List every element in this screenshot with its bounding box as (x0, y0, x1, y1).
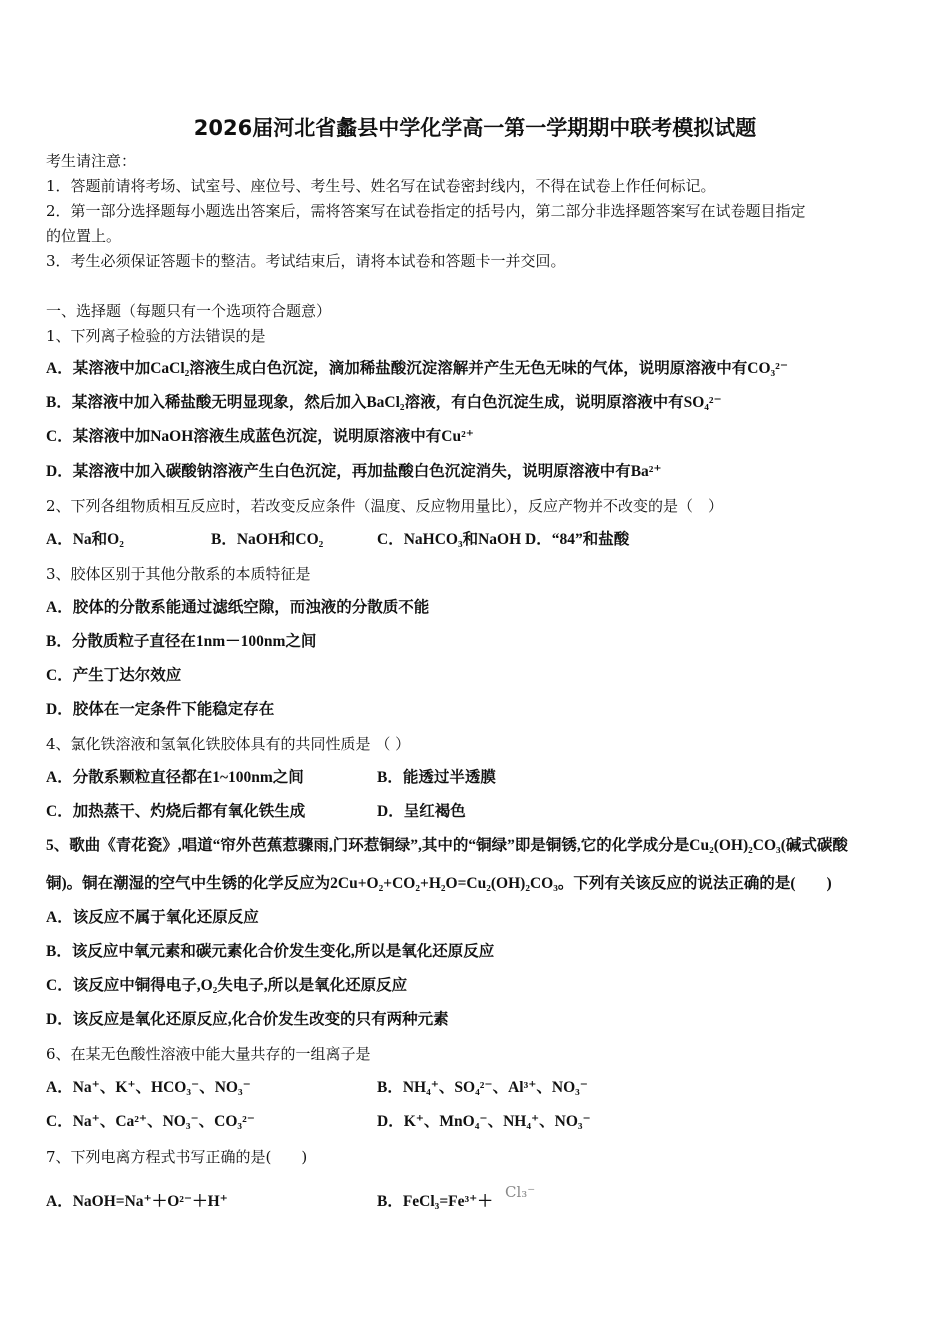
option: A．该反应不属于氧化还原反应 (46, 909, 259, 926)
option: C．加热蒸干、灼烧后都有氧化铁生成 (46, 803, 306, 820)
option: B．分散质粒子直径在1nm－100nm之间 (46, 633, 317, 650)
question-stem: 5、歌曲《青花瓷》,唱道“帘外芭蕉惹骤雨,门环惹铜绿”,其中的“铜绿”即是铜锈,它的化学成分是Cu₂(OH)₂CO₃(碱式碳酸 (46, 837, 848, 854)
page-title: 2026届河北省蠡县中学化学高一第一学期期中联考模拟试题 (193, 116, 757, 140)
option: C．某溶液中加NaOH溶液生成蓝色沉淀，说明原溶液中有Cu²⁺ (46, 428, 474, 445)
question-stem: 2、下列各组物质相互反应时，若改变反应条件（温度、反应物用量比），反应产物并不改变的是（ ） (46, 497, 724, 515)
option: D．该反应是氧化还原反应,化合价发生改变的只有两种元素 (46, 1011, 449, 1028)
option: C．产生丁达尔效应 (46, 667, 182, 684)
option: D．某溶液中加入碳酸钠溶液产生白色沉淀，再加盐酸白色沉淀消失，说明原溶液中有Ba²⁺ (46, 463, 662, 480)
question-stem: 4、氯化铁溶液和氢氧化铁胶体具有的共同性质是 （ ） (46, 735, 411, 753)
option: A．Na⁺、K⁺、HCO₃⁻、NO₃⁻ (46, 1079, 251, 1096)
option: A．Na和O₂ (46, 531, 124, 548)
notice-item: 1．答题前请将考场、试室号、座位号、考生号、姓名写在试卷密封线内，不得在试卷上作任何标记。 (46, 177, 716, 195)
notice-heading: 考生请注意： (46, 152, 137, 170)
option: B．该反应中氧元素和碳元素化合价发生变化,所以是氧化还原反应 (46, 943, 495, 960)
option: A．NaOH=Na⁺＋O²⁻＋H⁺ (46, 1193, 228, 1210)
section-heading: 一、选择题（每题只有一个选项符合题意） (46, 302, 332, 320)
option: C．NaHCO₃和NaOH D．“84”和盐酸 (377, 531, 630, 548)
question-stem: 1、下列离子检验的方法错误的是 (46, 327, 266, 345)
option: A．某溶液中加CaCl₂溶液生成白色沉淀，滴加稀盐酸沉淀溶解并产生无色无味的气体，说明原溶液中有CO₃²⁻ (46, 360, 789, 377)
option: B．NaOH和CO₂ (211, 531, 324, 548)
question-stem: 6、在某无色酸性溶液中能大量共存的一组离子是 (46, 1045, 371, 1063)
option: B．NH₄⁺、SO₄²⁻、Al³⁺、NO₃⁻ (377, 1079, 588, 1096)
question-stem: 3、胶体区别于其他分散系的本质特征是 (46, 565, 311, 583)
option: C．Na⁺、Ca²⁺、NO₃⁻、CO₃²⁻ (46, 1113, 255, 1130)
option: A．分散系颗粒直径都在1~100nm之间 (46, 769, 304, 786)
formula-image-text: Cl₃⁻ (505, 1183, 536, 1201)
option: D．胶体在一定条件下能稳定存在 (46, 701, 275, 718)
option: B．FeCl₃=Fe³⁺＋ (377, 1193, 493, 1210)
question-stem: 7、下列电离方程式书写正确的是( ) (46, 1148, 308, 1166)
option: C．该反应中铜得电子,O₂失电子,所以是氧化还原反应 (46, 977, 408, 994)
option: D．呈红褐色 (377, 803, 466, 820)
notice-item: 的位置上。 (46, 227, 122, 245)
notice-item: 3．考生必须保证答题卡的整洁。考试结束后，请将本试卷和答题卡一并交回。 (46, 252, 566, 270)
option: B．能透过半透膜 (377, 769, 496, 786)
option: B．某溶液中加入稀盐酸无明显现象，然后加入BaCl₂溶液，有白色沉淀生成，说明原溶液中有SO₄²⁻ (46, 394, 722, 411)
question-stem: 铜)。铜在潮湿的空气中生锈的化学反应为2Cu+O₂+CO₂+H₂O=Cu₂(OH)₂CO₃。下列有关该反应的说法正确的是( ) (46, 875, 832, 892)
notice-item: 2．第一部分选择题每小题选出答案后，需将答案写在试卷指定的括号内，第二部分非选择题答案写在试卷题目指定 (46, 202, 806, 220)
option: A．胶体的分散系能通过滤纸空隙，而浊液的分散质不能 (46, 599, 430, 616)
option: D．K⁺、MnO₄⁻、NH₄⁺、NO₃⁻ (377, 1113, 591, 1130)
